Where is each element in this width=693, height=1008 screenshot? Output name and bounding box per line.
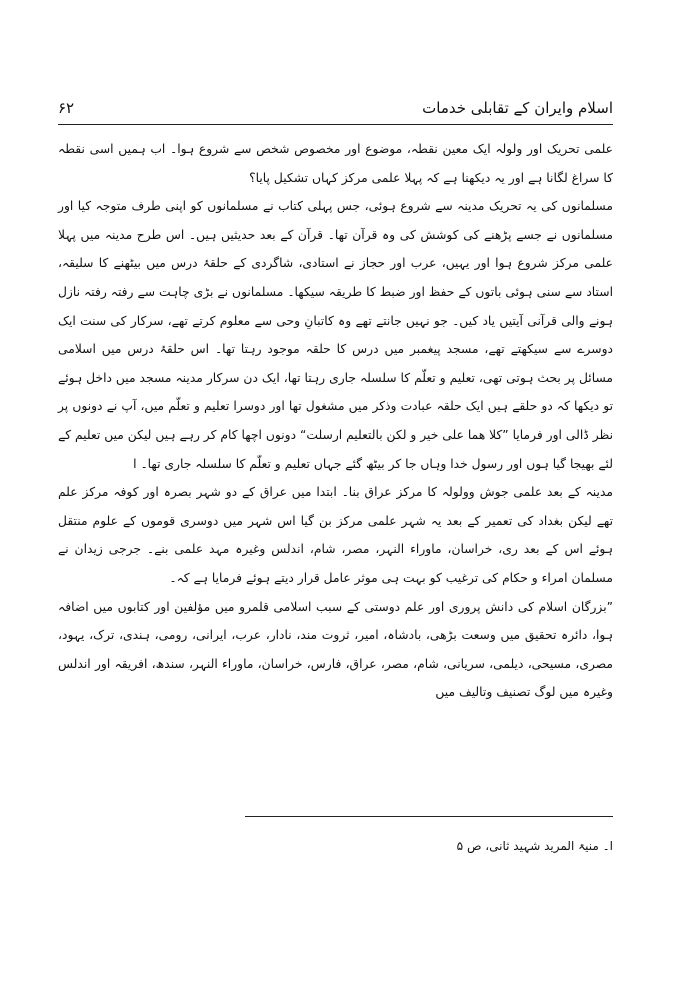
- main-text: [58, 135, 613, 707]
- paragraph-1: علمی تحریک اور ولولہ ایک معین نقطہ، موضوع اور مخصوص شخص سے شروع ہوا۔ اب ہمیں اسی نقطہ کا سراغ لگانا ہے اور یہ دیکھنا ہے کہ پہلا علمی مرکز کہاں تشکیل پایا؟: [58, 142, 613, 185]
- footnote-divider: [245, 816, 613, 817]
- paragraph-2: مسلمانوں کی یہ تحریک مدینہ سے شروع ہوئی، جس پہلی کتاب نے مسلمانوں کو اپنی طرف متوجہ کیا اور مسلمانوں نے جسے پڑھنے کی کوشش کی وہ قرآن تھا۔ قرآن کے بعد حدیثیں ہیں۔ اس طرح مدینہ میں پہلا علمی مرکز شروع ہوا اور یہیں، عرب اور حجاز نے استادی، شاگردی کے حلقۂ درس میں بیٹھنے کا سلیقہ، استاد سے سنی ہوئی باتوں کے حفظ اور ضبط کا طریقہ سیکھا۔ مسلمانوں نے بڑی چاہت سے رفتہ رفتہ نازل ہونے والی قرآنی آیتیں یاد کیں۔ جو نہیں جانتے تھے وہ کاتبانِ وحی سے معلوم کرتے تھے، سرکار کی سنت ایک دوسرے سے سیکھتے تھے، مسجد پیغمبر میں درس کا حلقہ موجود رہتا تھا۔ اس حلقۂ درس میں اسلامی مسائل پر بحث ہوتی تھی، تعلیم و تعلّم کا سلسلہ جاری رہتا تھا، ایک دن سرکار مدینہ مسجد میں داخل ہوئے تو دیکھا کہ دو حلقے ہیں ایک حلقہ عبادت وذکر میں مشغول تھا اور دوسرا تعلیم و تعلّم میں، آپ نے دونوں پر نظر ڈالی اور فرمایا ”کلا ھما علی خیر و لکن بالتعلیم ارسلت“ دونوں اچھا کام کر رہے ہیں لیکن میں تعلیم کے لئے بھیجا گیا ہوں اور رسول خدا وہاں جا کر بیٹھ گئے جہاں تعلیم و تعلّم کا سلسلہ جاری تھا۔ ا: [58, 199, 613, 471]
- header-divider: [58, 124, 613, 125]
- paragraph-3: مدینہ کے بعد علمی جوش وولولہ کا مرکز عراق بنا۔ ابتدا میں عراق کے دو شہر بصرہ اور کوفہ مرکز علم تھے لیکن بغداد کی تعمیر کے بعد یہ شہر علمی مرکز بن گیا اس شہر میں دوسری قوموں کے علوم منتقل ہوئے اس کے بعد ری، خراسان، ماوراء النہر، مصر، شام، اندلس وغیرہ مہد علمی بنے۔ جرجی زیدان نے مسلمان امراء و حکام کی ترغیب کو بہت ہی موثر عامل قرار دیتے ہوئے فرمایا ہے کہ۔: [58, 485, 613, 585]
- running-title: اسلام وایران کے تقابلی خدمات: [422, 99, 613, 117]
- page-number: ۶۲: [58, 99, 75, 117]
- footnote: ا۔ منیۃ المرید شہید ثانی، ص ۵: [456, 839, 613, 853]
- page-header: [58, 96, 613, 124]
- paragraph-4: ”بزرگان اسلام کی دانش پروری اور علم دوستی کے سبب اسلامی قلمرو میں مؤلفین اور کتابوں میں اضافہ ہوا، دائرہ تحقیق میں وسعت بڑھی، بادشاہ، امیر، ثروت مند، نادار، عرب، ایرانی، رومی، ہندی، ترک، یہود، مصری، مسیحی، دیلمی، سریانی، شام، مصر، عراق، فارس، خراسان، ماوراء النہر، سندھ، افریقہ اور اندلس وغیرہ میں لوگ تصنیف وتالیف میں: [58, 599, 613, 700]
